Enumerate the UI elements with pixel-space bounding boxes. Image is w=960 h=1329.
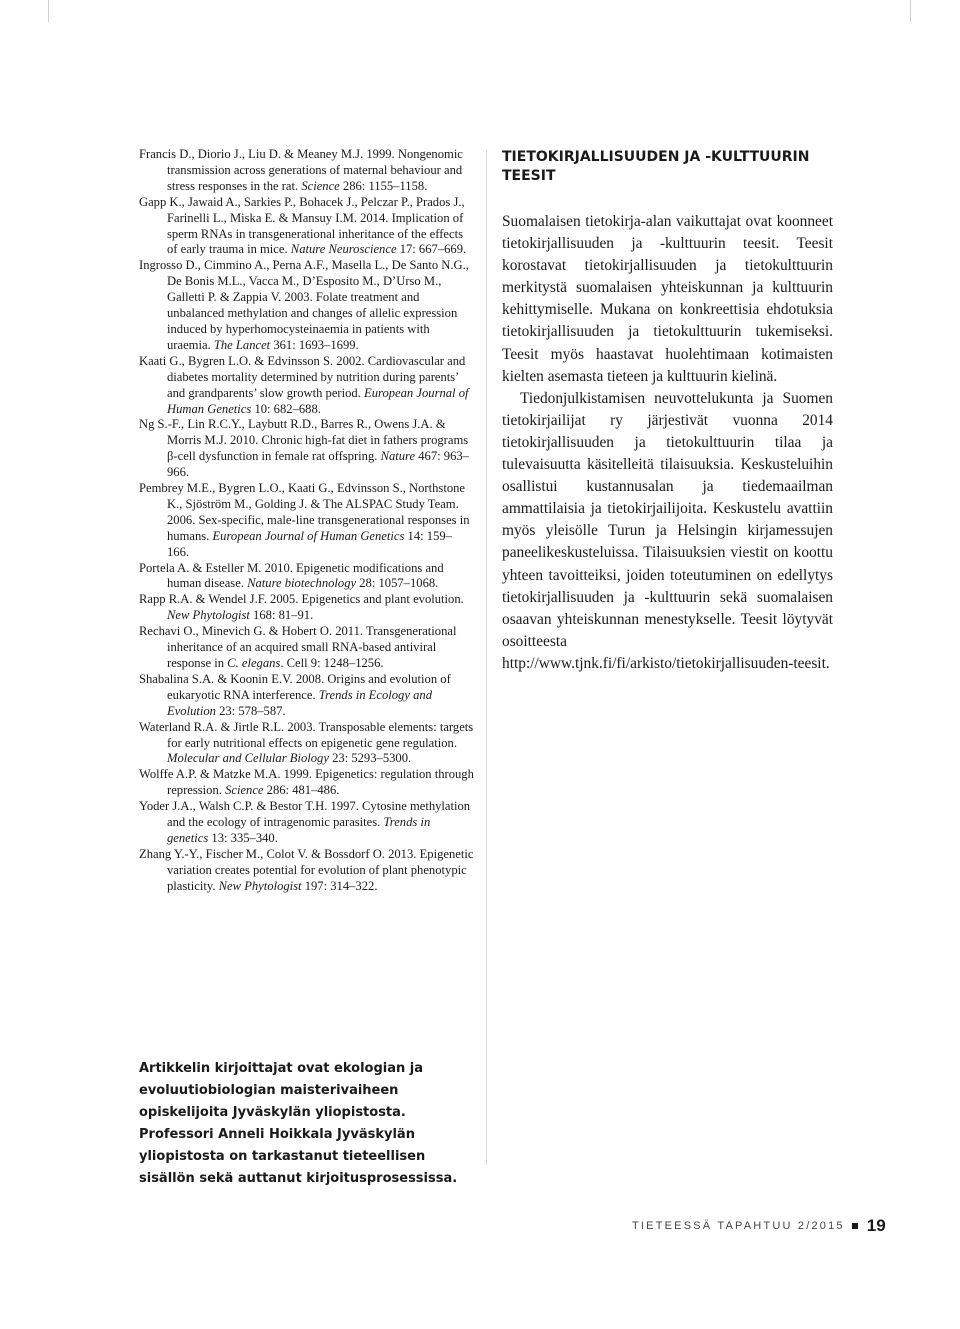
reference-entry: Ng S.-F., Lin R.C.Y., Laybutt R.D., Barres R., Owens J.A. & Morris M.J. 2010. Chronic high-fat diet in fathers programs β-cell dysfunction in female rat offspring. Nature 467: 963–966. (139, 417, 469, 480)
journal-name: Nature (380, 449, 416, 464)
crop-mark (910, 0, 911, 22)
author-note: Artikkelin kirjoittajat ovat ekologian ja evoluutiobiologian maisterivaiheen opiskelijoita Jyväskylän yliopistosta. Professori Anneli Hoikkala Jyväskylän yliopistosta on tarkastanut tieteellisen sisällön sekä auttanut kirjoitusprosessissa. (139, 1061, 458, 1186)
reference-entry: Francis D., Diorio J., Liu D. & Meaney M.J. 1999. Nongenomic transmission across generations of maternal behaviour and stress responses in the rat. Science 286: 1155–1158. (139, 147, 463, 193)
journal-name: New Phytologist (218, 878, 302, 893)
journal-name: Nature biotechnology (247, 576, 357, 591)
section-title: TIETOKIRJALLISUUDEN JA -KULTTUURIN TEESIT (502, 149, 810, 184)
journal-name: Molecular and Cellular Biology (167, 751, 329, 766)
section-paragraph: Tiedonjulkistamisen neuvottelukunta ja Suomen tietokirjailijat ry järjestivät vuonna 2014 tietokirjallisuuden ja tietokulttuurin tilaa ja tulevaisuutta käsitelleitä tilaisuuksia. Keskusteluihin osallistui kustannusalan ja tiedemaailman ammattilaisia ja tietokirjailijoita. Keskustelu avattiin myös yleisölle Turun ja Helsingin kirjamessujen paneelikeskusteluissa. Tilaisuuksien viestit on koottu yhteen tavoitteiksi, joiden toteutuminen on edellytys tietokirjallisuuden ja -kulttuurin sekä suomalaisen osaavan yhteiskunnan menestykselle. Teesit löytyvät osoitteesta http://www.tjnk.fi/fi/arkisto/tietokirjallisuuden-teesit. (502, 389, 833, 672)
journal-name: Science (301, 178, 340, 193)
reference-entry: Gapp K., Jawaid A., Sarkies P., Bohacek J., Pelczar P., Prados J., Farinelli L., Miska E. & Mansuy I.M. 2014. Implication of sperm RNAs in transgenerational inheritance of the effects of early trauma in mice. Nature Neuroscience 17: 667–669. (139, 194, 467, 257)
column-divider (486, 150, 487, 1165)
journal-name: Trends in genetics (167, 815, 431, 845)
square-bullet-icon (852, 1223, 858, 1229)
section-body (502, 211, 833, 675)
page-footer (632, 1214, 886, 1238)
journal-name: New Phytologist (167, 608, 250, 623)
reference-entry: Shabalina S.A. & Koonin E.V. 2008. Origins and evolution of eukaryotic RNA interference. Trends in Ecology and Evolution 23: 578–587. (139, 671, 451, 718)
reference-entry: Wolffe A.P. & Matzke M.A. 1999. Epigenetics: regulation through repression. Science 286: 481–486. (139, 767, 474, 798)
journal-name: C. elegans (227, 656, 281, 670)
reference-entry: Ingrosso D., Cimmino A., Perna A.F., Masella L., De Santo N.G., De Bonis M.L., Vacca M., D’Esposito M., D’Urso M., Galletti P. & Zappia V. 2003. Folate treatment and unbalanced methylation and changes of allelic expression induced by hyperhomocysteinaemia in patients with uraemia. The Lancet 361: 1693–1699. (139, 258, 469, 352)
journal-name: Trends in Ecology and Evolution (167, 687, 432, 718)
journal-name: Nature Neuroscience (290, 242, 397, 257)
reference-entry: Rapp R.A. & Wendel J.F. 2005. Epigenetics and plant evolution. New Phytologist 168: 81–91. (139, 592, 464, 623)
crop-mark (48, 0, 49, 22)
reference-entry: Pembrey M.E., Bygren L.O., Kaati G., Edvinsson S., Northstone K., Sjöström M., Golding J. & The ALSPAC Study Team. 2006. Sex-specific, male-line transgenerational responses in humans. European Journal of Human Genetics 14: 159–166. (139, 481, 470, 559)
page-number: 19 (866, 1216, 886, 1235)
reference-entry: Zhang Y.-Y., Fischer M., Colot V. & Bossdorf O. 2013. Epigenetic variation creates potential for evolution of plant phenotypic plasticity. New Phytologist 197: 314–322. (139, 846, 474, 893)
reference-entry: Kaati G., Bygren L.O. & Edvinsson S. 2002. Cardiovascular and diabetes mortality determined by nutrition during parents’ and grandparents’ slow growth period. European Journal of Human Genetics 10: 682–688. (139, 353, 469, 416)
reference-list (139, 147, 474, 895)
reference-entry: Rechavi O., Minevich G. & Hobert O. 2011. Transgenerational inheritance of an acquired small RNA-based antiviral response in C. elegans. Cell 9: 1248–1256. (139, 624, 457, 670)
journal-name: Science (225, 783, 264, 798)
reference-entry: Yoder J.A., Walsh C.P. & Bestor T.H. 1997. Cytosine methylation and the ecology of intragenomic parasites. Trends in genetics 13: 335–340. (139, 799, 471, 845)
journal-name: European Journal of Human Genetics (212, 528, 405, 543)
reference-entry: Portela A. & Esteller M. 2010. Epigenetic modifications and human disease. Nature biotechnology 28: 1057–1068. (139, 560, 444, 591)
journal-name: European Journal of Human Genetics (167, 385, 469, 416)
section-paragraph: Suomalaisen tietokirja-alan vaikuttajat ovat koonneet tietokirjallisuuden ja -kulttuurin teesit. Teesit korostavat tietokirjallisuuden ja tietokulttuurin merkitystä suomalaisen yhteiskunnan ja kulttuurin kehittymiselle. Mukana on konkreettisia ehdotuksia tietokirjallisuuden ja tietokulttuurin tukemiseksi. Teesit myös haastavat huolehtimaan kotimaisten kielten asemasta tieteen ja kulttuurin kielinä. (502, 213, 833, 385)
magazine-name: TIETEESSÄ TAPAHTUU 2/2015 (632, 1220, 845, 1232)
reference-entry: Waterland R.A. & Jirtle R.L. 2003. Transposable elements: targets for early nutritional effects on epigenetic gene regulation. Molecular and Cellular Biology 23: 5293–5300. (139, 719, 474, 766)
journal-name: The Lancet (213, 337, 271, 352)
